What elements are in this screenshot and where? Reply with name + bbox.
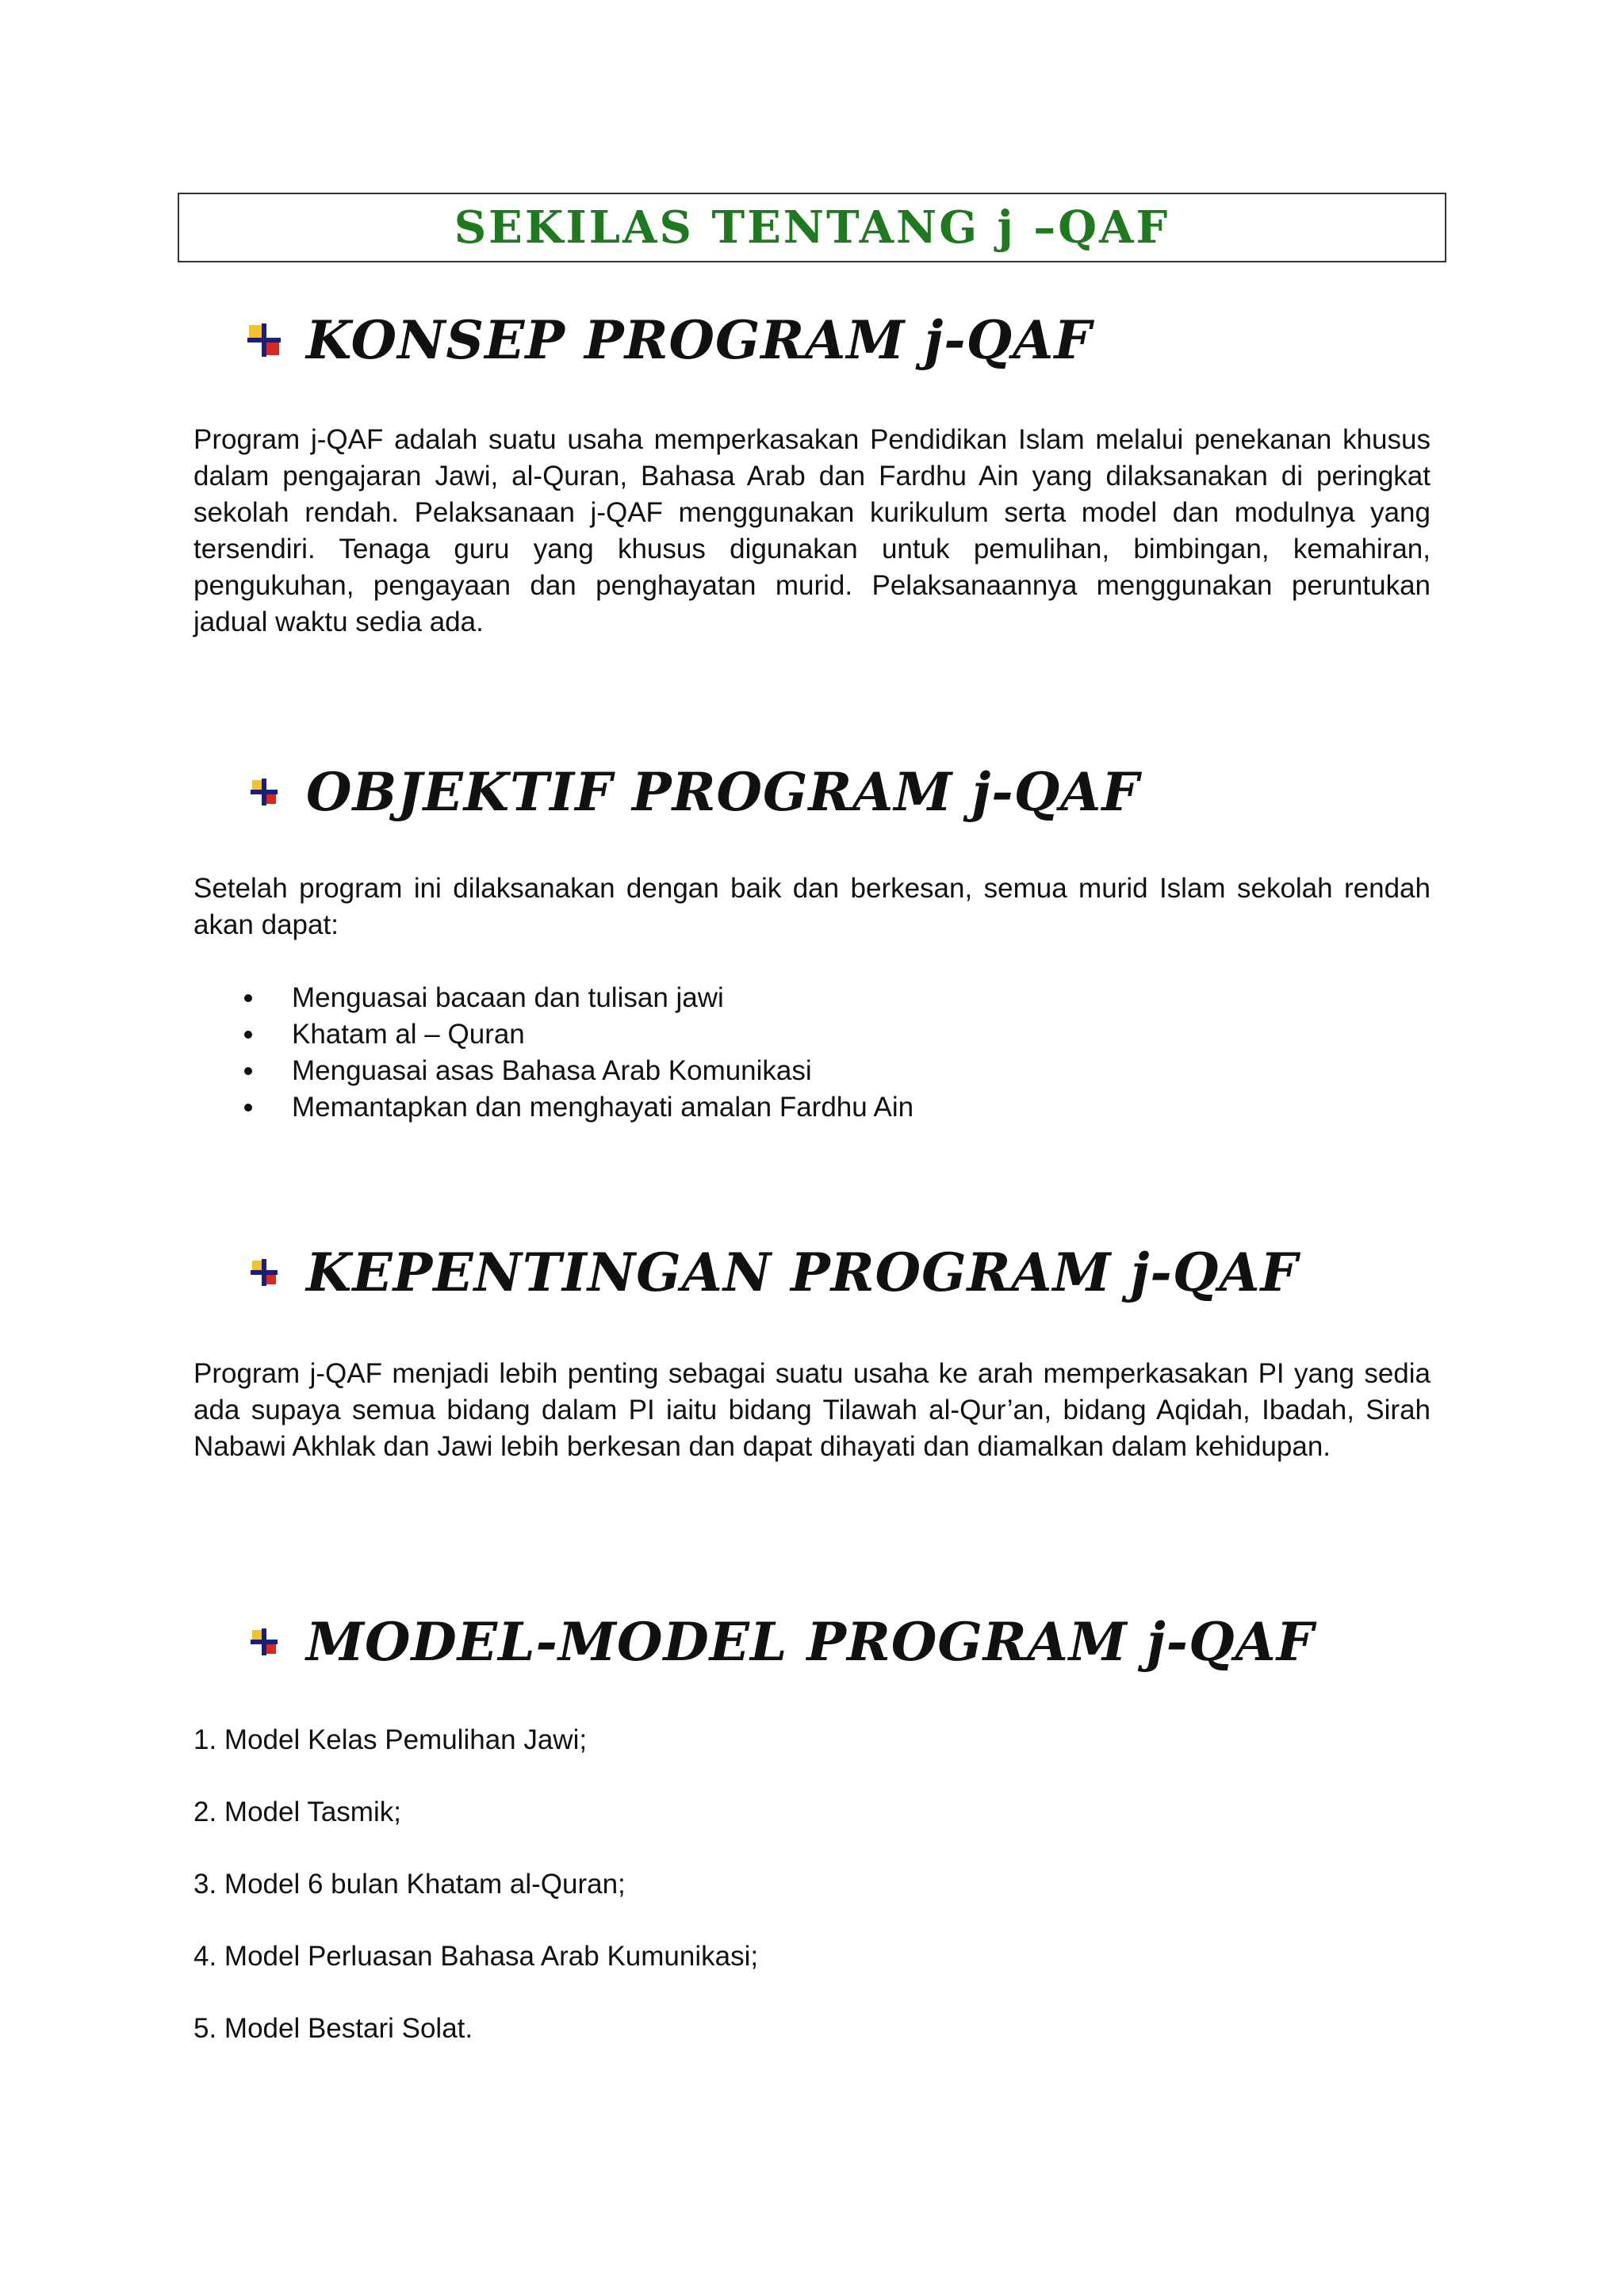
bullet-dot-icon — [244, 1067, 252, 1075]
plus-cross-bullet-icon — [246, 1624, 282, 1660]
list-item: 4. Model Perluasan Bahasa Arab Kumunikasi; — [193, 1941, 759, 1972]
list-item: 3. Model 6 bulan Khatam al-Quran; — [193, 1869, 626, 1900]
heading-kepentingan-text: KEPENTINGAN PROGRAM j-QAF — [306, 1242, 1299, 1303]
plus-cross-bullet-icon — [246, 322, 282, 358]
models-list — [193, 1722, 758, 2083]
bullet-dot-icon — [244, 1104, 252, 1112]
heading-konsep — [246, 309, 1093, 371]
objektif-intro: Setelah program ini dilaksanakan dengan baik dan berkesan, semua murid Islam sekolah rendah akan dapat: — [193, 873, 1431, 940]
list-item: Menguasai bacaan dan tulisan jawi — [193, 980, 914, 1016]
list-item: Menguasai asas Bahasa Arab Komunikasi — [193, 1053, 914, 1089]
konsep-paragraph: Program j-QAF adalah suatu usaha memperkasakan Pendidikan Islam melalui penekanan khusus dalam pengajaran Jawi, al-Quran, Bahasa Arab dan Fardhu Ain yang dilaksanakan di peringkat sekolah rendah. Pelaksanaan j-QAF menggunakan kurikulum serta model dan modulnya yang tersendiri. Tenaga guru yang khusus digunakan untuk pemulihan, bimbingan, kemahiran, pengukuhan, pengayaan dan penghayatan murid. Pelaksanaannya menggunakan peruntukan jadual waktu sedia ada. — [193, 424, 1431, 637]
list-item: 1. Model Kelas Pemulihan Jawi; — [193, 1724, 588, 1755]
kepentingan-paragraph: Program j-QAF menjadi lebih penting sebagai suatu usaha ke arah memperkasakan PI yang sedia ada supaya semua bidang dalam PI iaitu bidang Tilawah al-Qur’an, bidang Aqidah, Ibadah, Sirah Nabawi Akhlak dan Jawi lebih berkesan dan dapat dihayati dan diamalkan dalam kehidupan. — [193, 1358, 1431, 1462]
bullet-dot-icon — [244, 1031, 252, 1039]
list-item: Memantapkan dan menghayati amalan Fardhu Ain — [193, 1089, 914, 1126]
plus-cross-bullet-icon — [246, 1254, 282, 1291]
title-box — [178, 193, 1446, 262]
heading-model-text: MODEL-MODEL PROGRAM j-QAF — [306, 1611, 1315, 1673]
heading-objektif — [246, 761, 1140, 823]
objectives-list — [193, 980, 914, 1126]
heading-model — [246, 1611, 1315, 1673]
page-title: SEKILAS TENTANG j –QAF — [454, 201, 1170, 254]
heading-kepentingan — [246, 1242, 1299, 1303]
list-item: 5. Model Bestari Solat. — [193, 2013, 473, 2044]
plus-cross-bullet-icon — [246, 774, 282, 810]
bullet-dot-icon — [244, 994, 252, 1002]
list-item: 2. Model Tasmik; — [193, 1797, 401, 1827]
heading-objektif-text: OBJEKTIF PROGRAM j-QAF — [306, 761, 1140, 823]
heading-konsep-text: KONSEP PROGRAM j-QAF — [306, 309, 1093, 371]
list-item: Khatam al – Quran — [193, 1016, 914, 1053]
